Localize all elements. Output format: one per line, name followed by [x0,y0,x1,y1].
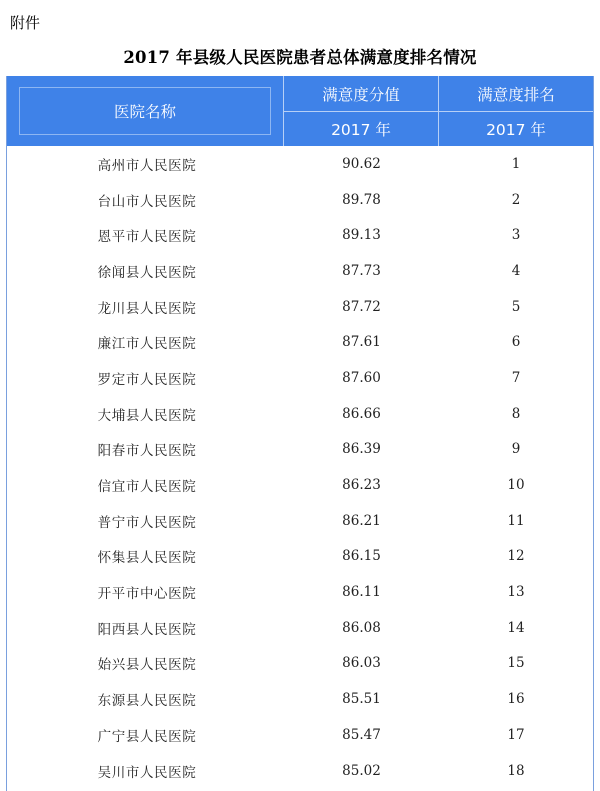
hospital-name-cell: 始兴县人民医院 [97,657,197,674]
hospital-name-cell: 怀集县人民医院 [97,550,197,567]
score-cell: 86.08 [342,619,381,636]
score-cell: 86.21 [342,512,381,529]
hospital-name-cell: 普宁市人民医院 [97,514,197,531]
hospital-name-cell: 阳春市人民医院 [97,443,197,460]
rank-cell: 2 [511,191,521,208]
table-row [7,717,593,753]
score-cell: 87.72 [342,298,381,315]
rank-cell: 10 [507,477,525,494]
score-cell: 86.23 [342,477,381,494]
header-hospital-name-label: 医院名称 [113,103,176,121]
table-row [7,681,593,717]
table-row [7,539,593,575]
table-row [7,182,593,218]
hospital-name-cell: 罗定市人民医院 [97,371,197,388]
rank-cell: 17 [507,726,525,743]
hospital-name-cell: 台山市人民医院 [97,193,197,210]
score-cell: 86.15 [342,548,381,565]
header-score: 满意度分值 [322,85,400,104]
hospital-name-cell: 徐闻县人民医院 [97,264,197,281]
rank-cell: 9 [511,441,521,458]
header-score-year: 2017 年 [331,121,391,139]
table-header [7,76,593,146]
score-cell: 87.61 [342,334,381,351]
rank-cell: 16 [507,691,525,708]
table-row [7,253,593,289]
header-name-frame [19,87,271,135]
hospital-name-cell: 东源县人民医院 [97,693,197,710]
score-cell: 85.02 [342,762,381,779]
score-cell: 85.51 [342,691,381,708]
header-rank: 满意度排名 [477,85,555,104]
ranking-table [6,76,594,791]
rank-cell: 6 [511,334,521,351]
rank-cell: 11 [507,512,525,529]
table-row [7,324,593,360]
hospital-name-cell: 高州市人民医院 [97,157,197,174]
score-cell: 87.73 [342,262,381,279]
score-cell: 89.13 [342,227,381,244]
score-cell: 86.11 [342,584,381,601]
table-row [7,146,593,182]
page-title: 2017 年县级人民医院患者总体满意度排名情况 [123,48,477,67]
score-cell: 86.03 [342,655,381,672]
hospital-name-cell: 信宜市人民医院 [97,479,197,496]
table-row [7,646,593,682]
hospital-name-cell: 大埔县人民医院 [97,407,197,424]
hospital-name-cell: 阳西县人民医院 [97,621,197,638]
annex-label: 附件 [10,14,41,32]
table-row [7,217,593,253]
rank-cell: 15 [507,655,525,672]
rank-cell: 3 [511,227,521,244]
rank-cell: 18 [507,762,525,779]
hospital-name-cell: 吴川市人民医院 [97,764,197,781]
hospital-name-cell: 广宁县人民医院 [97,728,197,745]
table-row [7,360,593,396]
rank-cell: 12 [507,548,525,565]
table-row [7,467,593,503]
rank-cell: 8 [511,405,521,422]
hospital-name-cell: 廉江市人民医院 [97,336,197,353]
table-row [7,396,593,432]
rank-cell: 7 [511,369,521,386]
hospital-name-cell: 龙川县人民医院 [97,300,197,317]
table-row [7,432,593,468]
score-cell: 86.39 [342,441,381,458]
rank-cell: 1 [511,155,521,172]
table-row [7,610,593,646]
score-cell: 87.60 [342,369,381,386]
table-row [7,753,593,789]
rank-cell: 14 [507,619,525,636]
table-row [7,574,593,610]
table-row [7,289,593,325]
score-cell: 85.47 [342,726,381,743]
header-rank-year: 2017 年 [486,121,546,139]
score-cell: 90.62 [342,155,381,172]
header-hospital-name [7,76,283,146]
score-cell: 86.66 [342,405,381,422]
hospital-name-cell: 恩平市人民医院 [97,229,197,246]
score-cell: 89.78 [342,191,381,208]
rank-cell: 4 [511,262,521,279]
hospital-name-cell: 开平市中心医院 [97,586,197,603]
rank-cell: 13 [507,584,525,601]
table-row [7,503,593,539]
table-body [7,146,593,788]
rank-cell: 5 [511,298,521,315]
